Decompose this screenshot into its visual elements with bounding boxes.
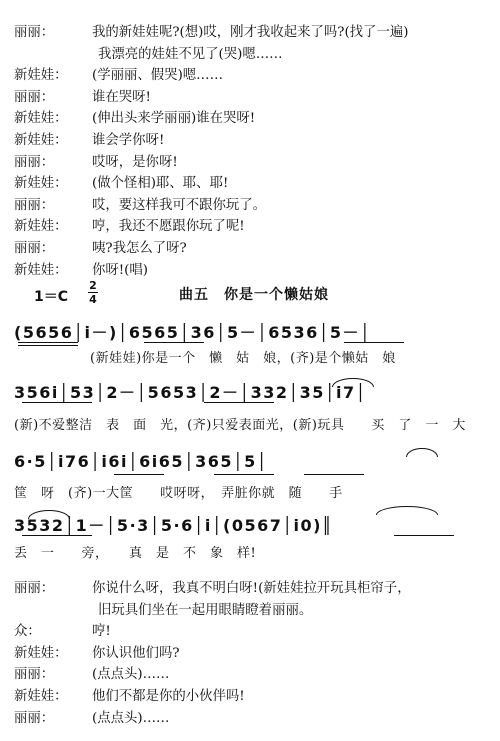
dialogue-text: (做个怪相)耶、耶、耶! [92, 176, 229, 192]
dialogue-line [14, 238, 494, 260]
speaker-name: 丽丽： [14, 667, 55, 683]
song-title: 曲五 你是一个懒姑娘 [179, 287, 329, 303]
dialogue-text: 你认识他们吗? [92, 645, 180, 661]
dialogue-text: 旧玩具们坐在一起用眼睛瞪着丽丽。 [98, 602, 313, 618]
speaker-name: 众： [14, 624, 41, 640]
notation-row-2: 356i│53│2－│5653│2－│332│35│i7│ [14, 383, 367, 402]
speaker-name: 丽丽： [14, 710, 55, 726]
dialogue-text: 谁在哭呀! [92, 89, 151, 105]
dialogue-line [14, 708, 494, 730]
speaker-name: 丽丽： [14, 240, 55, 256]
speaker-name: 新娃娃： [14, 219, 68, 235]
speaker-name: 新娃娃： [14, 111, 68, 127]
song-score [14, 279, 494, 574]
dialogue-top [14, 22, 494, 281]
dialogue-line [14, 578, 494, 600]
dialogue-text: 哎呀，是你呀! [92, 154, 178, 170]
speaker-name: 新娃娃： [14, 645, 68, 661]
dialogue-text: 他们不都是你的小伙伴吗! [92, 688, 245, 704]
dialogue-line [14, 108, 494, 130]
dialogue-line [14, 87, 494, 109]
lyrics-row-4: 丢 一 旁， 真 是 不 象 样! [14, 546, 257, 561]
dialogue-text: 我漂亮的娃娃不见了(哭)嗯…… [98, 46, 283, 62]
dialogue-text: 哼，我还不愿跟你玩了呢! [92, 219, 245, 235]
dialogue-line [14, 195, 494, 217]
speaker-name: 丽丽： [14, 154, 55, 170]
speaker-name: 新娃娃： [14, 688, 68, 704]
dialogue-line [14, 621, 494, 643]
lyrics-row-1: (新娃娃)你是一个 懒 姑 娘，(齐)是个懒姑 娘 [90, 351, 396, 366]
dialogue-text: (点点头)…… [92, 667, 170, 683]
notation-row-4: 3532│1－│5·3│5·6│i│(0567│i0)║ [14, 516, 334, 535]
speaker-name: 丽丽： [14, 197, 55, 213]
speaker-name: 丽丽： [14, 581, 55, 596]
speaker-name: 丽丽： [14, 25, 55, 40]
dialogue-text: 哼! [92, 624, 111, 640]
dialogue-line [14, 65, 494, 87]
dialogue-line [14, 600, 494, 622]
notation-row-1: (5656│i－)│6565│36│5－│6536│5－│ [14, 323, 372, 342]
dialogue-line [14, 130, 494, 152]
dialogue-text: 咦?我怎么了呀? [92, 240, 187, 256]
dialogue-line [14, 664, 494, 686]
dialogue-line [14, 173, 494, 195]
dialogue-text: (伸出头来学丽丽)谁在哭呀! [92, 111, 256, 127]
dialogue-text: 哎，要这样我可不跟你玩了。 [92, 197, 267, 213]
dialogue-line [14, 643, 494, 665]
speaker-name: 新娃娃： [14, 176, 68, 192]
dialogue-text: 我的新娃娃呢?(想)哎，刚才我收起来了吗?(找了一遍) [92, 25, 409, 40]
key-signature: 1＝C [34, 289, 69, 305]
speaker-name: 丽丽： [14, 89, 55, 105]
time-signature-top: 2 [89, 279, 97, 292]
dialogue-line [14, 22, 494, 44]
dialogue-text: (学丽丽、假哭)嗯…… [92, 68, 223, 84]
time-signature-bottom: 4 [89, 293, 97, 306]
dialogue-line [14, 44, 494, 66]
dialogue-line [14, 216, 494, 238]
lyrics-row-2: (新)不爱整洁 表 面 光，(齐)只爱表面光，(新)玩具 买 了 一 大 [14, 418, 466, 433]
dialogue-line [14, 260, 494, 282]
dialogue-line [14, 686, 494, 708]
notation-row-3: 6·5│i76│i6i│6i65│365│5│ [14, 452, 268, 471]
dialogue-text: 谁会学你呀! [92, 132, 165, 148]
dialogue-line [14, 152, 494, 174]
speaker-name: 新娃娃： [14, 68, 68, 84]
dialogue-text: 你呀!(唱) [92, 262, 149, 278]
lyrics-row-3: 筐 呀 (齐)一大筐 哎呀呀， 弄脏你就 随 手 [14, 486, 343, 501]
speaker-name: 新娃娃： [14, 262, 68, 278]
dialogue-text: 你说什么呀，我真不明白呀!(新娃娃拉开玩具柜帘子， [92, 581, 411, 596]
speaker-name: 新娃娃： [14, 132, 68, 148]
dialogue-text: (点点头)…… [92, 710, 170, 726]
dialogue-bottom [14, 578, 494, 729]
